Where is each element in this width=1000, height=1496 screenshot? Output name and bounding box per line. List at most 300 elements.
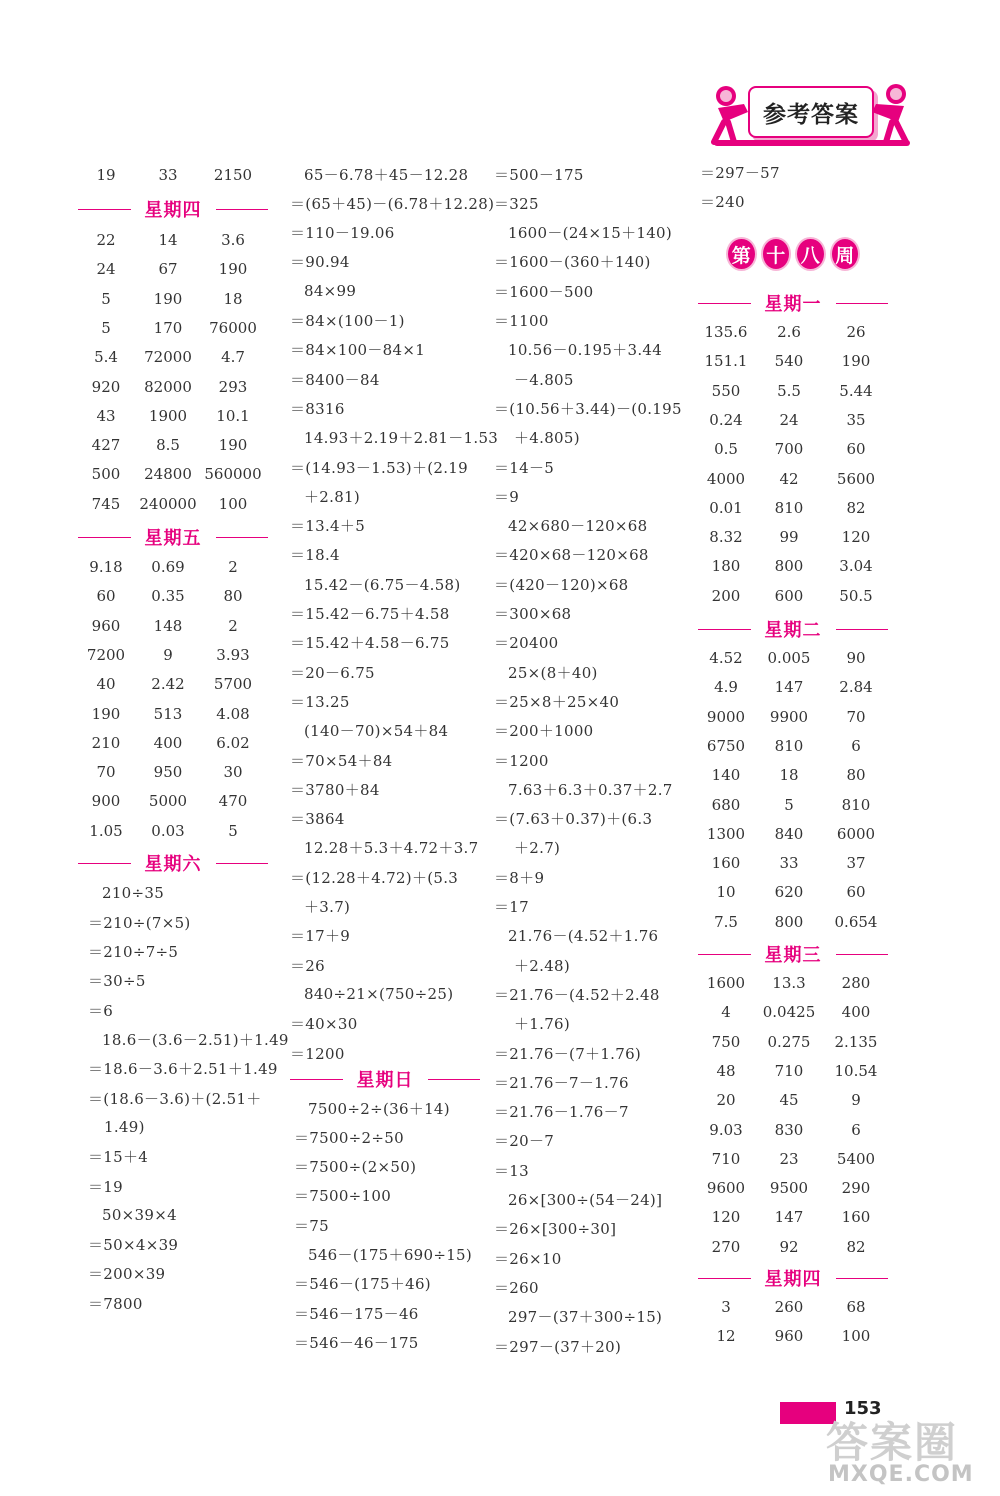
answer-value: 5600	[836, 469, 876, 488]
calculation-step: 210÷35	[102, 884, 165, 902]
answer-value: 810	[774, 736, 804, 755]
answer-value: 1600	[706, 974, 746, 992]
answer-row	[78, 819, 264, 843]
answer-value: 800	[774, 912, 804, 931]
calculation-step: ＝7800	[88, 1294, 143, 1313]
calculation-step: 546－(175＋690÷15)	[308, 1246, 473, 1264]
answer-value: 82	[846, 498, 866, 517]
answer-value: 70	[846, 707, 866, 726]
answer-row	[698, 1088, 888, 1112]
weekday-label: 星期四	[144, 200, 202, 221]
answer-row	[698, 349, 888, 373]
calculation-step: ＝8316	[290, 399, 345, 418]
answer-value: 960	[91, 616, 121, 635]
calculation-step: ＋3.7)	[304, 898, 351, 916]
weekday-header	[698, 290, 888, 316]
answer-value: 92	[779, 1237, 799, 1256]
answer-row	[698, 763, 888, 787]
answer-value: 151.1	[704, 352, 748, 371]
answer-value: 190	[218, 436, 248, 455]
calculation-step: 15.42－(6.75－4.58)	[304, 575, 461, 594]
header-rule	[290, 1079, 343, 1080]
answer-value: 5400	[836, 1149, 876, 1168]
answer-value: 160	[841, 1208, 871, 1227]
answer-value: 745	[91, 494, 121, 513]
calculation-step: ＝17＋9	[290, 927, 351, 946]
answer-value: 0.03	[151, 821, 185, 840]
answer-row	[78, 789, 264, 813]
weekday-header	[78, 524, 268, 550]
answer-value: 4.52	[709, 649, 743, 667]
weekday-label: 星期二	[764, 620, 822, 641]
calculation-step: ＝1100	[494, 312, 549, 330]
calculation-step: ＝7500÷2÷50	[294, 1128, 404, 1147]
calculation-step: ＝8＋9	[494, 868, 545, 887]
answer-row	[78, 228, 264, 252]
answer-value: 4000	[706, 469, 746, 488]
calculation-step: 7500÷2÷(36＋14)	[308, 1099, 450, 1118]
watermark-url: MXQE.COM	[828, 1462, 974, 1487]
calculation-step: ＝210÷(7×5)	[88, 913, 191, 932]
answer-row	[698, 1176, 888, 1200]
answer-value: 140	[711, 766, 741, 785]
header-rule	[428, 1079, 481, 1080]
weekday-header	[290, 1066, 480, 1092]
weekday-header	[698, 1265, 888, 1291]
answer-value: 3	[721, 1298, 731, 1316]
calculation-step: ＝1600－500	[494, 282, 594, 301]
answer-row	[78, 672, 264, 696]
answer-value: 2.84	[839, 678, 873, 697]
answer-value: 5.5	[777, 381, 801, 400]
answer-value: 100	[218, 494, 248, 513]
answer-value: 68	[846, 1298, 866, 1316]
answer-value: 5	[101, 318, 111, 337]
answer-value: 8.32	[709, 528, 743, 547]
answer-row	[78, 375, 264, 399]
answer-value: 10.54	[834, 1061, 878, 1080]
header-rule	[698, 303, 751, 304]
answer-row	[698, 880, 888, 904]
answer-value: 0.35	[151, 587, 185, 606]
calculation-step: ＝546－175－46	[294, 1304, 419, 1323]
header-rule	[78, 863, 131, 864]
calculation-step: ＝7500÷100	[294, 1187, 392, 1206]
weekday-label: 星期一	[764, 294, 822, 315]
answer-value: 560000	[204, 465, 262, 484]
answer-value: 13.3	[772, 974, 806, 992]
calculation-step: ＝21.76－1.76－7	[494, 1103, 629, 1122]
answer-value: 45	[779, 1091, 799, 1110]
calculation-step: 1600－(24×15＋140)	[508, 224, 673, 243]
calculation-step: ＝(65＋45)－(6.78＋12.28)	[290, 194, 495, 213]
answer-row	[78, 257, 264, 281]
weekday-header	[698, 616, 888, 642]
weekday-label: 星期六	[144, 854, 202, 875]
answer-value: 680	[711, 795, 741, 814]
answer-value: 6000	[836, 824, 876, 843]
answer-value: 0.005	[767, 649, 811, 667]
answer-row	[698, 1059, 888, 1083]
header-rule	[216, 537, 269, 538]
answer-value: 2150	[213, 166, 253, 184]
answer-row	[698, 1205, 888, 1229]
answer-value: 0.01	[709, 498, 743, 517]
calculation-step: 12.28＋5.3＋4.72＋3.7	[304, 839, 479, 858]
answer-value: 0.24	[709, 410, 743, 429]
calculation-step: ＝200×39	[88, 1265, 166, 1284]
header-rule	[78, 537, 131, 538]
calculation-step: ＝500－175	[494, 165, 584, 184]
answer-row	[78, 404, 264, 428]
answer-value: 80	[846, 766, 866, 785]
answer-value: 600	[774, 586, 804, 605]
answer-row	[698, 1295, 888, 1319]
answer-value: 5.44	[839, 381, 873, 400]
calculation-step: 65－6.78＋45－12.28	[304, 165, 469, 184]
answer-value: 240000	[139, 494, 197, 513]
answer-value: 2.42	[151, 675, 185, 694]
answer-row	[698, 971, 888, 995]
answer-value: 3.04	[839, 557, 873, 576]
answer-row	[698, 1118, 888, 1142]
answer-value: 200	[711, 586, 741, 605]
answer-value: 120	[711, 1208, 741, 1227]
answer-value: 6.02	[216, 733, 250, 752]
answer-value: 830	[774, 1120, 804, 1139]
answer-row	[78, 462, 264, 486]
calculation-step: ＋2.7)	[514, 839, 561, 858]
answer-value: 260	[774, 1298, 804, 1316]
answer-value: 427	[91, 436, 121, 455]
answer-value: 148	[153, 616, 183, 635]
calculation-step: ＝(14.93－1.53)＋(2.19	[290, 458, 468, 477]
calculation-step: ＝84×100－84×1	[290, 341, 426, 360]
answer-row	[698, 910, 888, 934]
answer-row	[78, 316, 264, 340]
calculation-step: ＝1600－(360＋140)	[494, 253, 651, 272]
answer-row	[698, 408, 888, 432]
answer-value: 24	[779, 410, 799, 429]
answer-value: 4.7	[221, 348, 245, 367]
page-number: 153	[844, 1398, 882, 1419]
weekday-label: 星期四	[764, 1269, 822, 1290]
calculation-step: 840÷21×(750÷25)	[304, 985, 454, 1004]
answer-row	[698, 1147, 888, 1171]
answer-value: 400	[153, 733, 183, 752]
answer-value: 9500	[769, 1179, 809, 1198]
weekday-label: 星期五	[144, 528, 202, 549]
answer-value: 18	[779, 766, 799, 785]
calculation-step: ＝75	[294, 1216, 329, 1235]
calculation-step: ＝110－19.06	[290, 224, 395, 243]
answer-value: 0.69	[151, 558, 185, 576]
answer-value: 9	[851, 1091, 861, 1110]
calculation-step: 297－(37＋300÷15)	[508, 1308, 663, 1327]
answer-value: 7.5	[714, 912, 738, 931]
answer-row	[698, 320, 888, 344]
calculation-step: ＝20－6.75	[290, 663, 375, 682]
answer-row	[78, 760, 264, 784]
calculation-step: 21.76－(4.52＋1.76	[508, 927, 659, 946]
weekday-header	[698, 941, 888, 967]
calculation-step: ＝546－46－175	[294, 1333, 419, 1352]
header-rule	[698, 1278, 751, 1279]
header-rule	[836, 1278, 889, 1279]
answer-value: 1900	[148, 406, 188, 425]
answer-value: 470	[218, 792, 248, 811]
calculation-step: 42×680－120×68	[508, 517, 648, 536]
answer-row	[698, 379, 888, 403]
calculation-step: ＝(10.56＋3.44)－(0.195	[494, 399, 682, 418]
calculation-step: 26×[300÷(54－24)]	[508, 1191, 663, 1209]
answer-value: 710	[711, 1149, 741, 1168]
answer-value: 700	[774, 440, 804, 459]
calculation-step: 14.93＋2.19＋2.81－1.53	[304, 429, 499, 448]
week-title-char: 第	[726, 237, 757, 271]
answer-row	[698, 646, 888, 670]
calculation-step: ＝15.42－6.75＋4.58	[290, 605, 450, 623]
calculation-step: ＝13.25	[290, 692, 350, 711]
calculation-step: ＝260	[494, 1278, 539, 1297]
answer-value: 82	[846, 1237, 866, 1256]
answer-value: 5	[228, 821, 238, 840]
answer-value: 9.18	[89, 558, 123, 576]
calculation-step: ＝40×30	[290, 1015, 358, 1034]
answer-row	[698, 1030, 888, 1054]
answer-value: 1.05	[89, 821, 123, 840]
calculation-step: 10.56－0.195＋3.44	[508, 341, 663, 360]
answer-value: 72000	[144, 348, 192, 367]
calculation-step: ＋2.81)	[304, 487, 361, 506]
answer-value: 20	[716, 1091, 736, 1110]
answer-value: 42	[779, 469, 799, 488]
answer-value: 5	[101, 289, 111, 308]
answer-value: 147	[774, 1208, 804, 1227]
calculation-step: ＝19	[88, 1177, 123, 1196]
answer-value: 26	[846, 323, 866, 341]
calculation-step: ＝17	[494, 898, 529, 916]
answer-value: 9	[163, 645, 173, 664]
answer-value: 9900	[769, 707, 809, 726]
answer-value: 4	[721, 1003, 731, 1022]
calculation-step: ＝26×[300÷30]	[494, 1220, 617, 1239]
person-right-icon	[862, 82, 918, 146]
answer-value: 5	[784, 795, 794, 814]
calculation-step: ＝297－57	[700, 163, 780, 182]
calculation-step: ＝(420－120)×68	[494, 575, 629, 594]
answer-value: 10.1	[216, 406, 250, 425]
answer-value: 840	[774, 824, 804, 843]
calculation-step: ＝25×8＋25×40	[494, 692, 620, 711]
calculation-step: ＝(12.28＋4.72)＋(5.3	[290, 868, 459, 887]
calculation-step: 25×(8＋40)	[508, 663, 598, 682]
header-rule	[836, 303, 889, 304]
answer-value: 60	[846, 440, 866, 459]
week-title-char: 周	[830, 237, 861, 271]
answer-value: 190	[841, 352, 871, 371]
answer-row	[78, 614, 264, 638]
answer-value: 190	[91, 704, 121, 723]
answer-value: 3.93	[216, 645, 250, 664]
weekday-header	[78, 850, 268, 876]
answer-value: 7200	[86, 645, 126, 664]
week-title-char: 十	[761, 237, 792, 271]
answer-value: 290	[841, 1179, 871, 1198]
answer-value: 10	[716, 883, 736, 902]
answer-value: 5000	[148, 792, 188, 811]
answer-row	[78, 584, 264, 608]
calculation-step: ＝1200	[290, 1044, 345, 1063]
answer-value: 35	[846, 410, 866, 429]
calculation-step: ＝8400－84	[290, 370, 380, 389]
answer-value: 4.08	[216, 704, 250, 723]
answer-value: 0.5	[714, 440, 738, 459]
answer-value: 810	[774, 498, 804, 517]
answer-value: 67	[158, 260, 178, 279]
answer-value: 50.5	[839, 586, 873, 605]
answer-value: 14	[158, 231, 178, 249]
answer-value: 82000	[144, 377, 192, 396]
answer-row	[698, 734, 888, 758]
answer-value: 190	[153, 289, 183, 308]
answer-row	[698, 467, 888, 491]
calculation-step: ＝90.94	[290, 253, 350, 272]
calculation-step: ＝15.42＋4.58－6.75	[290, 634, 450, 653]
answer-row	[698, 675, 888, 699]
answer-value: 5700	[213, 675, 253, 694]
answer-value: 2.6	[777, 323, 801, 341]
answer-value: 18	[223, 289, 243, 308]
header-rule	[698, 954, 751, 955]
answer-value: 40	[96, 675, 116, 694]
calculation-step: ＝13	[494, 1161, 529, 1180]
answer-value: 920	[91, 377, 121, 396]
answer-value: 60	[846, 883, 866, 902]
calculation-step: 1.49)	[104, 1118, 145, 1137]
header-rule	[698, 629, 751, 630]
answer-value: 5.4	[94, 348, 118, 367]
answer-value: 293	[218, 377, 248, 396]
answer-row	[698, 496, 888, 520]
header-rule	[836, 629, 889, 630]
calculation-step: ＝26×10	[494, 1249, 562, 1268]
answer-row	[698, 1000, 888, 1024]
answer-value: 120	[841, 528, 871, 547]
header-rule	[216, 863, 269, 864]
calculation-step: ＝3864	[290, 810, 345, 829]
calculation-step: ＝546－(175＋46)	[294, 1275, 431, 1294]
answer-value: 190	[218, 260, 248, 279]
answer-value: 37	[846, 854, 866, 873]
calculation-step: ＝(18.6－3.6)＋(2.51＋	[88, 1089, 262, 1108]
answer-value: 100	[841, 1327, 871, 1346]
answer-value: 76000	[209, 318, 257, 337]
answer-row	[78, 433, 264, 457]
calculation-step: ＝13.4＋5	[290, 517, 366, 536]
answer-value: 170	[153, 318, 183, 337]
weekday-label: 星期三	[764, 945, 822, 966]
answer-value: 22	[96, 231, 116, 249]
answer-value: 23	[779, 1149, 799, 1168]
answer-value: 0.654	[834, 912, 878, 931]
answer-row	[698, 584, 888, 608]
answer-value: 950	[153, 763, 183, 782]
answer-value: 33	[158, 166, 178, 184]
answer-row	[698, 1235, 888, 1259]
calculation-step: ＝300×68	[494, 605, 572, 623]
answer-key-banner	[704, 78, 914, 148]
answer-value: 750	[711, 1032, 741, 1051]
calculation-step: ＝6	[88, 1001, 114, 1020]
answer-row	[78, 731, 264, 755]
answer-value: 48	[716, 1061, 736, 1080]
answer-value: 180	[711, 557, 741, 576]
calculation-step: ＝18.4	[290, 546, 340, 565]
calculation-step: ＝7500÷(2×50)	[294, 1158, 417, 1177]
calculation-step: ＝18.6－3.6＋2.51＋1.49	[88, 1060, 278, 1079]
answer-value: 99	[779, 528, 799, 547]
answer-value: 43	[96, 406, 116, 425]
answer-value: 280	[841, 974, 871, 992]
answer-value: 70	[96, 763, 116, 782]
answer-row	[698, 525, 888, 549]
header-rule	[78, 209, 131, 210]
answer-value: 80	[223, 587, 243, 606]
calculation-step: ＝210÷7÷5	[88, 943, 179, 962]
calculation-step: ＝50×4×39	[88, 1236, 179, 1255]
answer-value: 6	[851, 1120, 861, 1139]
answer-value: 810	[841, 795, 871, 814]
answer-key-title: 参考答案	[748, 86, 874, 138]
answer-value: 24800	[144, 465, 192, 484]
answer-value: 12	[716, 1327, 736, 1346]
calculation-step: ＝21.76－7－1.76	[494, 1073, 629, 1092]
answer-value: 9000	[706, 707, 746, 726]
answer-value: 540	[774, 352, 804, 371]
answer-value: 60	[96, 587, 116, 606]
calculation-step: (140－70)×54＋84	[304, 722, 449, 741]
banner-underline	[714, 140, 910, 146]
answer-value: 270	[711, 1237, 741, 1256]
answer-value: 900	[91, 792, 121, 811]
answer-row	[698, 851, 888, 875]
weekday-label: 星期日	[356, 1070, 414, 1091]
calculation-step: －4.805	[514, 370, 574, 389]
calculation-step: ＝70×54＋84	[290, 751, 393, 770]
header-rule	[216, 209, 269, 210]
answer-value: 3.6	[221, 231, 245, 249]
calculation-step: ＝200＋1000	[494, 722, 594, 741]
calculation-step: 7.63＋6.3＋0.37＋2.7	[508, 780, 673, 799]
answer-value: 550	[711, 381, 741, 400]
answer-value: 135.6	[704, 323, 748, 341]
calculation-step: ＝325	[494, 194, 539, 213]
calculation-step: ＝20400	[494, 634, 559, 653]
answer-value: 147	[774, 678, 804, 697]
calculation-step: ＋4.805)	[514, 429, 580, 448]
answer-value: 0.0425	[762, 1003, 816, 1022]
answer-row	[78, 287, 264, 311]
calculation-step: ＝26	[290, 956, 325, 975]
answer-value: 9600	[706, 1179, 746, 1198]
answer-value: 1300	[706, 824, 746, 843]
calculation-step: 18.6－(3.6－2.51)＋1.49	[102, 1031, 289, 1049]
answer-value: 19	[96, 166, 116, 184]
answer-value: 4.9	[714, 678, 738, 697]
answer-value: 90	[846, 649, 866, 667]
answer-row	[78, 702, 264, 726]
